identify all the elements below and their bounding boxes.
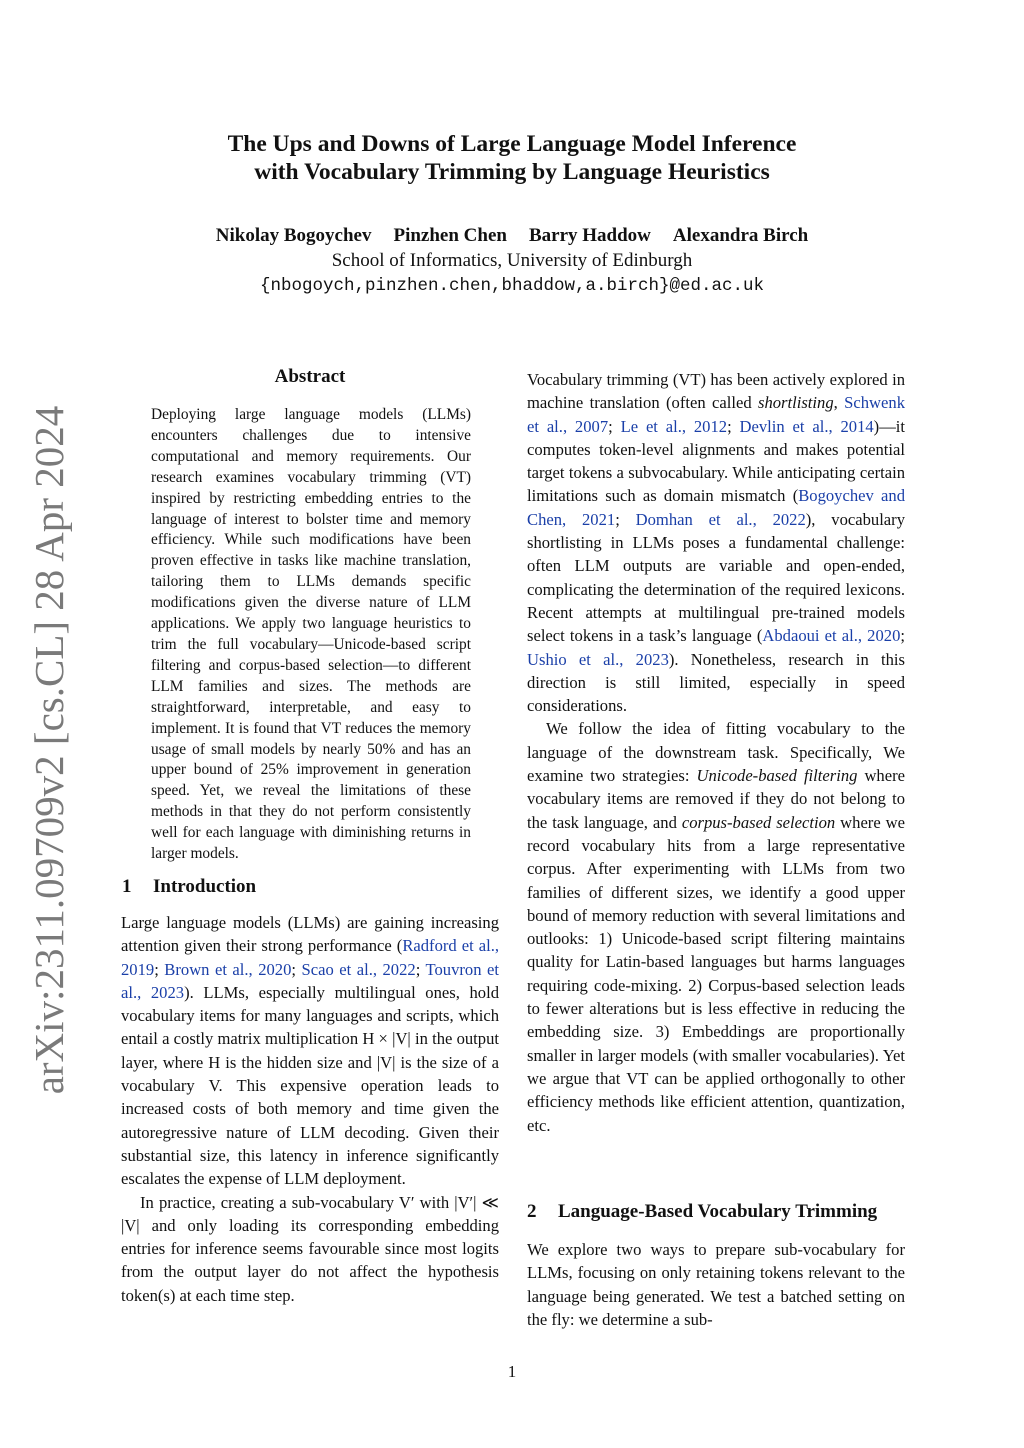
author-name: Alexandra Birch [672, 225, 809, 246]
author-list [0, 225, 1024, 247]
paragraph: In practice, creating a sub-vocabulary V′ with |V′| ≪ |V| and only loading its corresponding embedding entries for inference seems favourable since most logits from the output layer do not affect the hypothesis token(s) at each time step. [121, 1192, 499, 1305]
text-run: ). Nonetheless, research in this direction is still limited, especially in speed considerations. [527, 649, 906, 716]
text-run: Vocabulary trimming (VT) has been actively explored in machine translation (often called [527, 370, 905, 413]
text-run: ; [727, 416, 740, 436]
citation-link[interactable]: Le et al., 2012 [620, 416, 728, 436]
paper-title [0, 130, 1024, 186]
emphasis: corpus-based selection [681, 812, 836, 832]
author-name: Nikolay Bogoychev [215, 225, 372, 246]
citation-link[interactable]: Bogoychev and Chen, 2021 [527, 486, 905, 529]
text-run: ). LLMs, especially multilingual ones, hold vocabulary items for many languages and scripts, which entail a costly matrix multiplication H × |V| in the output layer, where H is the hidden size and |V| is the size of a vocabulary V. This expensive operation leads to increased costs of both memory and time given the autoregressive nature of LLM decoding. Given their substantial size, this latency in inference significantly escalates the expense of LLM deployment. [121, 982, 499, 1189]
abstract-heading: Abstract [274, 366, 346, 387]
section-title: Introduction [153, 876, 257, 897]
citation-link[interactable]: Devlin et al., 2014 [739, 416, 874, 436]
left-column-body [121, 911, 499, 1307]
section-number: 2 [527, 1201, 537, 1222]
title-line-1: The Ups and Downs of Large Language Model Inference [227, 131, 797, 157]
paragraph [527, 717, 905, 1136]
text-run: ; [608, 416, 621, 436]
right-column-body [527, 368, 905, 1137]
text-run: where vocabulary items are removed if they do not belong to the task language, and [527, 766, 905, 832]
emphasis: shortlisting [758, 393, 834, 413]
text-run: ; [291, 959, 302, 979]
text-run: ; [154, 959, 165, 979]
text-run: We follow the idea of fitting vocabulary to the language of the downstream task. Specifically, We examine two strategies: [527, 719, 905, 786]
text-run: where we record vocabulary hits from a large representative corpus. After experimenting with LLMs from two families of different sizes, we identify a good upper bound of memory reduction with several limitations and outlooks: 1) Unicode-based script filtering maintains quality for Latin-based languages but harms languages requiring code-mixing. 2) Corpus-based selection leads to fewer alterations but is less effective in reducing the embedding size. 3) Embeddings are proportionally smaller in larger models (with smaller vocabularies). Yet we argue that VT can be applied orthogonally to other efficiency methods like efficient attention, quantization, etc. [527, 812, 906, 1135]
text-run: ), vocabulary shortlisting in LLMs poses a fundamental challenge: often LLM outputs are variable and open-ended, complicating the determination of the required lexicons. Recent attempts at multilingual pre-trained models select tokens in a task’s language ( [527, 509, 905, 646]
text-run: ; [900, 626, 905, 646]
citation-link[interactable]: Abdaoui et al., 2020 [762, 626, 901, 646]
citation-link[interactable]: Domhan et al., 2022 [635, 509, 806, 529]
citation-link[interactable]: Ushio et al., 2023 [527, 649, 669, 669]
author-emails: {nbogoych,pinzhen.chen,bhaddow,a.birch}@ed.ac.uk [259, 276, 765, 296]
section-2-heading [527, 1201, 877, 1223]
arxiv-identifier-stamp [18, 405, 80, 1095]
text-run: , [833, 393, 845, 413]
text-run: )—it computes token-level alignments and makes potential target tokens a subvocabulary. While anticipating certain limitations such as domain mismatch ( [527, 416, 906, 506]
citation-link[interactable]: Scao et al., 2022 [301, 959, 416, 979]
citation-link[interactable]: Touvron et al., 2023 [121, 959, 499, 1002]
paragraph: We explore two ways to prepare sub-vocabulary for LLMs, focusing on only retaining tokens relevant to the language being generated. We test a batched setting on the fly: we determine a sub- [527, 1240, 905, 1329]
text-run: Large language models (LLMs) are gaining increasing attention given their strong performance ( [121, 913, 499, 956]
citation-link[interactable]: Brown et al., 2020 [164, 959, 292, 979]
text-run: ; [415, 959, 426, 979]
section-2-body [527, 1238, 905, 1331]
section-1-heading [122, 876, 256, 898]
arxiv-identifier-text: arXiv:2311.09709v2 [cs.CL] 28 Apr 2024 [26, 405, 72, 1095]
paragraph [527, 368, 905, 717]
citation-link[interactable]: Radford et al., 2019 [121, 936, 499, 979]
affiliation: School of Informatics, University of Edinburgh [331, 250, 693, 271]
abstract-body: Deploying large language models (LLMs) encounters challenges due to intensive computational and memory requirements. Our research examines vocabulary trimming (VT) inspired by restricting embedding entries to the language of interest to bolster time and memory efficiency. While such modifications have been proven effective in tasks like machine translation, tailoring them to LLMs demands specific modifications given the diverse nature of LLM applications. We apply two language heuristics to trim the full vocabulary—Unicode-based script filtering and corpus-based selection—to different LLM families and sizes. The methods are straightforward, interpretable, and easy to implement. It is found that VT reduces the memory usage of small models by nearly 50% and has an upper bound of 25% improvement in generation speed. Yet, we reveal the limitations of these methods in that they do not perform consistently well for each language with diminishing returns in larger models. [151, 406, 471, 863]
section-title: Language-Based Vocabulary Trimming [558, 1201, 878, 1222]
author-name: Barry Haddow [528, 225, 651, 246]
page-number: 1 [507, 1362, 517, 1381]
section-number: 1 [122, 876, 132, 897]
paragraph [121, 911, 499, 1191]
citation-link[interactable]: Schwenk et al., 2007 [527, 393, 905, 436]
emphasis: Unicode-based filtering [696, 766, 858, 786]
text-run: ; [615, 509, 636, 529]
title-line-2: with Vocabulary Trimming by Language Heuristics [254, 159, 770, 185]
author-name: Pinzhen Chen [393, 225, 507, 246]
